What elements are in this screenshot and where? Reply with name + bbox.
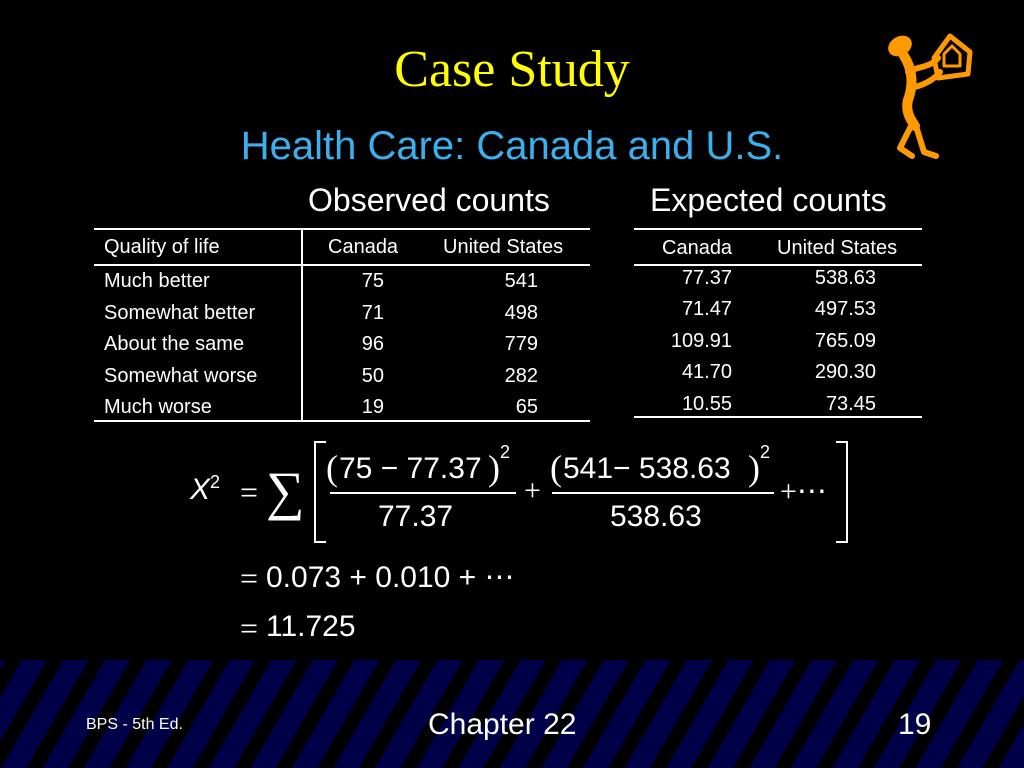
equals-sign: = bbox=[240, 610, 259, 646]
row-label: Somewhat better bbox=[104, 302, 256, 324]
table-cell: 19 bbox=[361, 396, 384, 418]
fraction-bar bbox=[330, 492, 516, 494]
row-label: Somewhat worse bbox=[104, 365, 258, 387]
right-bracket bbox=[834, 440, 850, 544]
plus-ellipsis: +⋯ bbox=[780, 475, 827, 508]
column-header: Quality of life bbox=[104, 236, 220, 258]
open-paren: ( bbox=[550, 448, 562, 488]
formula-lhs-symbol: X bbox=[190, 473, 211, 506]
table-cell: 498 bbox=[504, 302, 538, 324]
open-paren: ( bbox=[326, 448, 338, 488]
term1-denominator: 77.37 bbox=[378, 500, 454, 533]
table-cell: 497.53 bbox=[814, 298, 876, 320]
expected-counts-header: Expected counts bbox=[650, 182, 887, 218]
close-paren: ) bbox=[488, 448, 500, 488]
table-cell: 65 bbox=[515, 396, 538, 418]
footer-chapter: Chapter 22 bbox=[428, 708, 577, 741]
formula-result: 11.725 bbox=[266, 610, 356, 643]
table-cell: 282 bbox=[504, 365, 538, 387]
term1-numerator: 75 − 77.37 bbox=[339, 452, 482, 485]
row-label: Much better bbox=[104, 270, 210, 292]
row-label: Much worse bbox=[104, 396, 212, 418]
table-cell: 41.70 bbox=[681, 361, 732, 383]
equals-sign: = bbox=[240, 474, 259, 510]
table-cell: 765.09 bbox=[814, 330, 876, 352]
term2-exponent: 2 bbox=[760, 442, 771, 462]
term1-exponent: 2 bbox=[500, 442, 511, 462]
plus-sign: + bbox=[524, 474, 541, 507]
column-header: Canada bbox=[328, 236, 399, 258]
table-cell: 71.47 bbox=[681, 298, 732, 320]
formula-lhs bbox=[190, 472, 220, 507]
term2-denominator: 538.63 bbox=[610, 500, 702, 533]
table-cell: 96 bbox=[361, 333, 384, 355]
column-header: Canada bbox=[662, 237, 733, 259]
table-cell: 541 bbox=[504, 270, 538, 292]
table-cell: 538.63 bbox=[814, 267, 876, 289]
table-cell: 71 bbox=[361, 302, 384, 324]
equals-sign: = bbox=[240, 560, 259, 596]
formula-lhs-exponent: 2 bbox=[210, 472, 221, 492]
table-cell: 10.55 bbox=[681, 393, 732, 415]
table-cell: 779 bbox=[504, 333, 538, 355]
close-paren: ) bbox=[748, 448, 760, 488]
column-header: United States bbox=[777, 237, 898, 259]
table-cell: 50 bbox=[361, 365, 384, 387]
row-label: About the same bbox=[104, 333, 245, 355]
term2-numerator: 541− 538.63 bbox=[563, 452, 731, 485]
table-cell: 77.37 bbox=[681, 267, 732, 289]
observed-counts-header: Observed counts bbox=[308, 182, 550, 218]
table-cell: 73.45 bbox=[825, 393, 876, 415]
fraction-bar bbox=[552, 492, 774, 494]
table-cell: 290.30 bbox=[814, 361, 876, 383]
table-cell: 109.91 bbox=[670, 330, 732, 352]
slide-subtitle: Health Care: Canada and U.S. bbox=[240, 124, 784, 168]
footer-course: BPS - 5th Ed. bbox=[86, 716, 183, 733]
column-header: United States bbox=[443, 236, 564, 258]
sigma-icon: ∑ bbox=[266, 461, 305, 521]
table-cell: 75 bbox=[361, 270, 384, 292]
slide-title: Case Study bbox=[394, 41, 630, 98]
page-number: 19 bbox=[898, 708, 932, 741]
formula-line2: 0.073 + 0.010 + ⋯ bbox=[266, 561, 515, 594]
